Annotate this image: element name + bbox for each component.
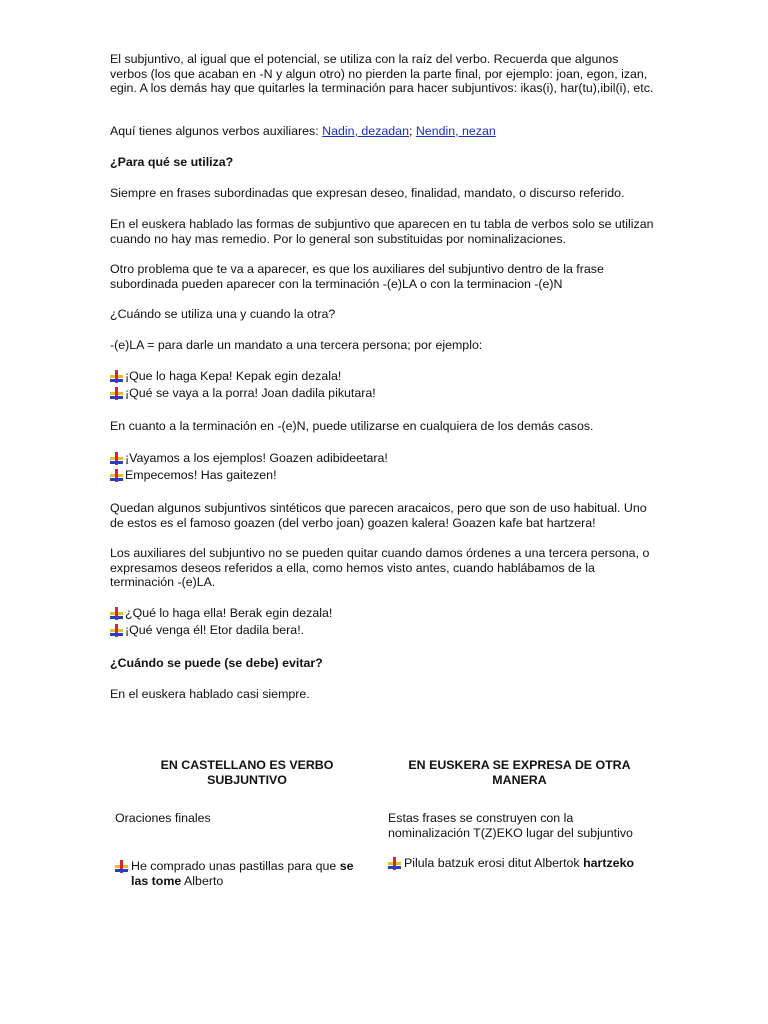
paragraph-sinteticos: Quedan algunos subjuntivos sintéticos que parecen aracaicos, pero que son de uso habitual. Uno de estos es el famoso goazen (del verbo joan) goazen kalera! Goazen kafe bat hartzera! [110, 501, 647, 530]
table-row [115, 859, 370, 888]
table-header-castellano: EN CASTELLANO ES VERBO SUBJUNTIVO [160, 758, 334, 787]
link-separator: ; [408, 124, 416, 138]
colored-cross-bullet-icon [110, 607, 123, 620]
colored-cross-bullet-icon [110, 387, 123, 400]
example-euskera: Pilula batzuk erosi ditut Albertok hartzeko [404, 856, 635, 870]
table-header-euskera: EN EUSKERA SE EXPRESA DE OTRA MANERA [408, 758, 631, 787]
intro-paragraph: El subjuntivo, al igual que el potencial, se utiliza con la raíz del verbo. Recuerda que algunos verbos (los que acaban en -N y algun otro) no pierden la parte final, por ejemplo: joan, egon, izan, egin. A los demás hay que quitarles la terminación para hacer subjuntivos: ikas(i), har(tu),ibil(i), etc. [110, 52, 654, 95]
paragraph-terminaciones: Otro problema que te va a aparecer, es que los auxiliares del subjuntivo dentro de la frase subordinada pueden aparecer con la terminación -(e)LA o con la terminacion -(e)N [110, 262, 604, 291]
paragraph-cuando: ¿Cuándo se utiliza una y cuando la otra? [110, 307, 336, 321]
colored-cross-bullet-icon [115, 860, 128, 873]
example-castellano: He comprado unas pastillas para que se las tome Alberto [131, 859, 354, 888]
table-cell-oraciones-finales: Oraciones finales [115, 811, 211, 825]
colored-cross-bullet-icon [110, 452, 123, 465]
paragraph-en: En cuanto a la terminación en -(e)N, puede utilizarse en cualquiera de los demás casos. [110, 419, 594, 433]
colored-cross-bullet-icon [110, 469, 123, 482]
colored-cross-bullet-icon [110, 370, 123, 383]
colored-cross-bullet-icon [388, 857, 401, 870]
paragraph-ela: -(e)LA = para darle un mandato a una tercera persona; por ejemplo: [110, 338, 483, 352]
colored-cross-bullet-icon [110, 624, 123, 637]
auxiliary-verbs-label: Aquí tienes algunos verbos auxiliares: [110, 124, 323, 138]
heading-evitar: ¿Cuándo se puede (se debe) evitar? [110, 656, 323, 670]
paragraph-uso: Siempre en frases subordinadas que expresan deseo, finalidad, mandato, o discurso referido. [110, 186, 625, 200]
paragraph-casi-siempre: En el euskera hablado casi siempre. [110, 687, 310, 701]
table-row [388, 856, 658, 871]
table-cell-nominalizacion: Estas frases se construyen con la nominalización T(Z)EKO lugar del subjuntivo [388, 811, 633, 840]
link-nadin-dezadan[interactable]: Nadin, dezadan [322, 124, 409, 138]
heading-para-que: ¿Para qué se utiliza? [110, 155, 234, 169]
paragraph-euskera-hablado: En el euskera hablado las formas de subjuntivo que aparecen en tu tabla de verbos solo se utilizan cuando no hay mas remedio. Por lo general son substituidas por nominalizaciones. [110, 217, 654, 246]
paragraph-auxiliares: Los auxiliares del subjuntivo no se pueden quitar cuando damos órdenes a una tercera persona, o expresamos deseos referidos a ella, como hemos visto antes, cuando hablábamos de la terminación -(e)LA. [110, 546, 650, 589]
link-nendin-nezan[interactable]: Nendin, nezan [415, 124, 496, 138]
auxiliary-verbs-paragraph [110, 124, 655, 139]
